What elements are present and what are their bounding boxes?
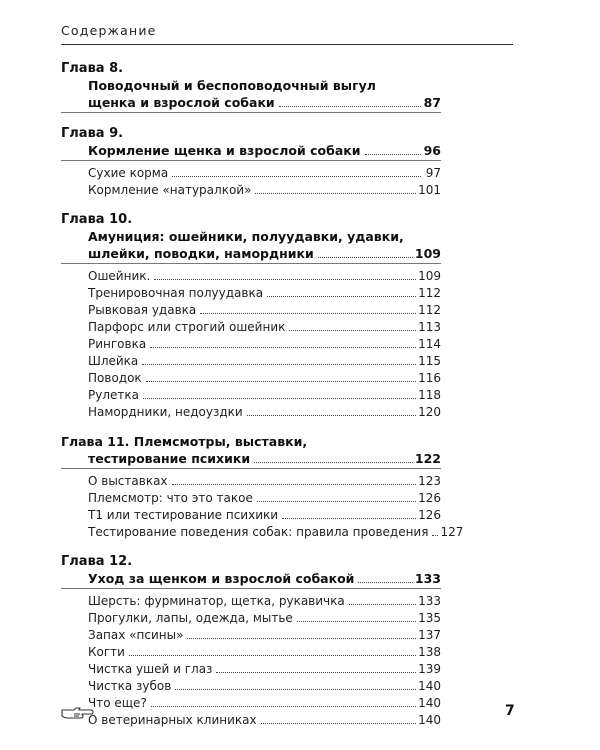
page-header — [61, 22, 513, 45]
toc-entry-page: 139 — [418, 662, 441, 676]
dot-leader — [200, 312, 416, 314]
dot-leader — [129, 654, 416, 656]
dot-leader — [216, 671, 416, 673]
chapter-page-number: 109 — [414, 246, 441, 261]
toc-entry — [61, 678, 441, 695]
toc-entry-page: 97 — [425, 166, 441, 180]
toc-entry-text: Сухие корма — [88, 166, 169, 180]
toc-entry-page: 127 — [440, 525, 464, 539]
toc-entry-text: Шерсть: фурминатор, щетка, рукавичка — [88, 594, 345, 608]
toc-entry — [61, 661, 441, 678]
pointing-hand-icon — [60, 705, 94, 721]
dot-leader — [365, 153, 421, 155]
chapter-label: Глава 12. — [61, 554, 133, 569]
chapter-title-block — [61, 77, 441, 113]
toc-entry — [61, 336, 441, 353]
dot-leader — [150, 346, 416, 348]
toc-entry — [61, 319, 441, 336]
toc-entry — [61, 593, 441, 610]
chapter-page-number: 96 — [423, 143, 441, 158]
toc-entry-page: 123 — [418, 474, 441, 488]
chapter — [61, 125, 441, 199]
chapter-page-number: 122 — [414, 451, 441, 466]
chapter-title-line — [61, 245, 441, 262]
toc-entry-page: 140 — [418, 713, 441, 727]
chapter-title-text: Кормление щенка и взрослой собаки — [88, 143, 361, 158]
toc-entry-text: О ветеринарных клиниках — [88, 713, 257, 727]
toc-entry-text: Рывковая удавка — [88, 303, 197, 317]
chapter-title-line — [61, 570, 441, 587]
toc-entry-page: 116 — [418, 371, 441, 385]
dot-leader — [349, 603, 416, 605]
chapter-title-line — [61, 77, 441, 94]
toc-entry-text: Кормление «натуралкой» — [88, 183, 252, 197]
toc-entry — [61, 644, 441, 661]
toc-entry-page: 113 — [418, 320, 441, 334]
toc-entry — [61, 627, 441, 644]
chapter-title-line — [61, 94, 441, 111]
toc-entry-page: 115 — [418, 354, 441, 368]
dot-leader — [247, 414, 416, 416]
dot-leader — [261, 722, 416, 724]
toc-entry-text: Поводок — [88, 371, 142, 385]
toc-entry-page: 126 — [418, 491, 441, 505]
dot-leader — [267, 295, 416, 297]
chapter-title-text: щенка и взрослой собаки — [88, 95, 275, 110]
toc-entry — [61, 490, 441, 507]
chapter-title-block — [61, 142, 441, 161]
chapter — [61, 211, 441, 421]
chapter-title-text: тестирование психики — [88, 451, 251, 466]
toc-entry-page: 133 — [418, 594, 441, 608]
toc-entry-page: 114 — [418, 337, 441, 351]
dot-leader — [154, 278, 416, 280]
chapter-label: Глава 9. — [61, 126, 124, 141]
toc-entry-text: Рулетка — [88, 388, 139, 402]
toc-entry — [61, 524, 464, 541]
dot-leader — [297, 620, 416, 622]
chapter-title-block — [61, 228, 441, 264]
toc-entry — [61, 473, 441, 490]
toc-entry-text: Ошейник. — [88, 269, 151, 283]
chapter-title-block — [61, 450, 441, 469]
toc-entry-text: Племсмотр: что это такое — [88, 491, 253, 505]
dot-leader — [143, 397, 416, 399]
chapter — [61, 60, 441, 113]
chapter — [61, 433, 464, 541]
table-of-contents — [61, 60, 464, 741]
toc-entry-page: 120 — [418, 405, 441, 419]
toc-entry — [61, 285, 441, 302]
chapter-label: Глава 8. — [61, 61, 124, 76]
toc-entry-page: 126 — [418, 508, 441, 522]
toc-entry-page: 118 — [418, 388, 441, 402]
chapter-title-text: Амуниция: ошейники, полуудавки, удавки, — [88, 229, 404, 244]
toc-entry — [61, 353, 441, 370]
toc-entry-text: О выставках — [88, 474, 168, 488]
toc-entry-page: 137 — [418, 628, 441, 642]
toc-entry — [61, 387, 441, 404]
toc-entry-page: 101 — [418, 183, 441, 197]
dot-leader — [255, 192, 416, 194]
toc-entry — [61, 712, 441, 729]
toc-entry-text: Парфорс или строгий ошейник — [88, 320, 286, 334]
dot-leader — [151, 705, 416, 707]
header-title: Содержание — [61, 23, 157, 38]
dot-leader — [254, 461, 413, 463]
toc-entry-text: Тестирование поведения собак: правила проведения — [88, 525, 429, 539]
toc-entry — [61, 610, 441, 627]
chapter-page-number: 87 — [423, 95, 441, 110]
chapter-title-line — [61, 142, 441, 159]
toc-entry — [61, 182, 441, 199]
dot-leader — [282, 517, 416, 519]
toc-entry-text: Запах «псины» — [88, 628, 184, 642]
toc-entry — [61, 165, 441, 182]
toc-entry-text: Шлейка — [88, 354, 139, 368]
toc-entry-text: Что еще? — [88, 696, 147, 710]
page-number: 7 — [505, 703, 515, 719]
dot-leader — [142, 363, 416, 365]
dot-leader — [289, 329, 416, 331]
chapter-label: Глава 10. — [61, 212, 133, 227]
chapter-title-text: Поводочный и беспоповодочный выгул — [88, 78, 376, 93]
toc-entry — [61, 268, 441, 285]
chapter-title-line — [61, 433, 441, 450]
toc-entry — [61, 302, 441, 319]
dot-leader — [146, 380, 416, 382]
toc-entry-page: 112 — [418, 303, 441, 317]
toc-entry-text: Т1 или тестирование психики — [88, 508, 279, 522]
dot-leader — [187, 637, 416, 639]
toc-entry-page: 112 — [418, 286, 441, 300]
toc-entry-page: 140 — [418, 679, 441, 693]
dot-leader — [358, 581, 412, 583]
toc-entry-text: Чистка зубов — [88, 679, 172, 693]
chapter-title-text: Племсмотры, выставки, — [133, 434, 308, 449]
toc-entry-text: Тренировочная полуудавка — [88, 286, 264, 300]
toc-entry-page: 135 — [418, 611, 441, 625]
toc-entry-text: Ринговка — [88, 337, 147, 351]
toc-entry-text: Когти — [88, 645, 125, 659]
toc-entry-page: 140 — [418, 696, 441, 710]
dot-leader — [279, 105, 421, 107]
dot-leader — [257, 500, 416, 502]
chapter-label: Глава 11. — [61, 434, 130, 449]
toc-entry — [61, 695, 441, 712]
toc-entry — [61, 404, 441, 421]
chapter-title-block — [61, 570, 441, 589]
toc-entry — [61, 370, 441, 387]
toc-entry — [61, 507, 441, 524]
dot-leader — [432, 534, 438, 536]
dot-leader — [175, 688, 416, 690]
dot-leader — [172, 483, 417, 485]
chapter-title-line — [61, 228, 441, 245]
toc-entry-page: 138 — [418, 645, 441, 659]
toc-entry-text: Чистка ушей и глаз — [88, 662, 213, 676]
dot-leader — [172, 175, 421, 177]
chapter-title-line — [61, 450, 441, 467]
toc-entry-text: Намордники, недоуздки — [88, 405, 243, 419]
toc-entry-page: 109 — [418, 269, 441, 283]
chapter — [61, 553, 441, 729]
chapter-title-text: Уход за щенком и взрослой собакой — [88, 571, 355, 586]
chapter-page-number: 133 — [414, 571, 441, 586]
dot-leader — [318, 256, 413, 258]
toc-entry-text: Прогулки, лапы, одежда, мытье — [88, 611, 293, 625]
chapter-title-text: шлейки, поводки, намордники — [88, 246, 314, 261]
